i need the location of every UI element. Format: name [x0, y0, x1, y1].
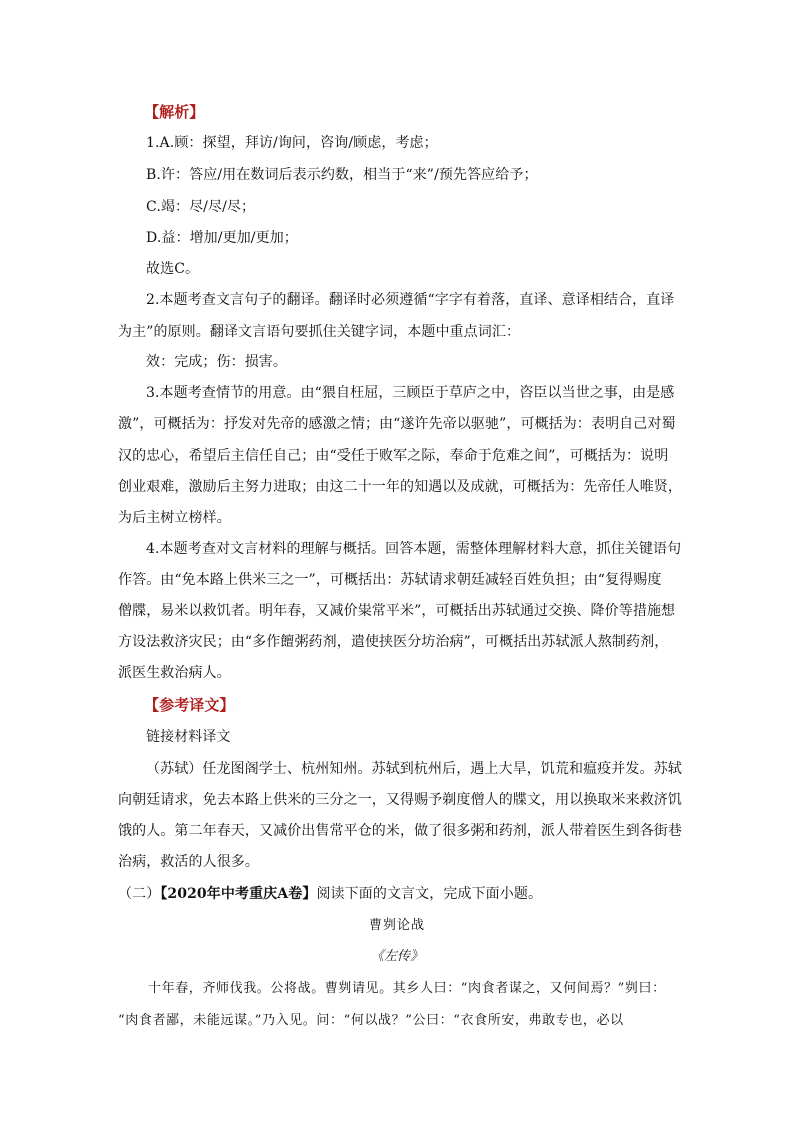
analysis-line: 创业艰难，激励后主努力进取；由这二十一年的知遇以及成就，可概括为：先帝任人唯贤， [118, 479, 682, 495]
analysis-line: 2.本题考查文言句子的翻译。翻译时必须遵循“字字有着落，直译、意译相结合，直译 [146, 292, 675, 308]
analysis-heading: 【解析】 [144, 103, 205, 121]
exam-source: 【2020年中考重庆A卷】 [160, 886, 317, 902]
analysis-line: 汉的忠心，希望后主信任自己；由“受任于败军之际，奉命于危难之间”，可概括为：说明 [118, 448, 669, 464]
analysis-line: D.益：增加/更加/更加； [146, 230, 298, 246]
analysis-line: 效：完成；伤：损害。 [146, 354, 287, 370]
section-heading [118, 884, 542, 904]
analysis-line: 故选C。 [146, 261, 200, 277]
analysis-line: B.许：答应/用在数词后表示约数，相当于“来”/预先答应给予； [146, 167, 538, 183]
passage-line: “肉食者鄙，未能远谋。”乃入见。问：“何以战？”公曰：“衣食所安，弗敢专也，必以 [118, 1013, 624, 1028]
translation-subheading: 链接材料译文 [146, 729, 231, 745]
translation-line: 饿的人。第二年春天，又减价出售常平仓的米，做了很多粥和药剂，派人带着医生到各街巷 [118, 823, 682, 839]
passage-line: 十年春，齐师伐我。公将战。曹刿请见。其乡人曰：“肉食者谋之，又何间焉？”刿曰： [148, 981, 666, 996]
analysis-line: 激”，可概括为：抒发对先帝的感激之情；由“遂许先帝以驱驰”，可概括为：表明自己对蜀 [118, 416, 676, 432]
translation-line: 治病，救活的人很多。 [118, 854, 259, 870]
translation-line: （苏轼）任龙图阁学士、杭州知州。苏轼到杭州后，遇上大旱，饥荒和瘟疫并发。苏轼 [146, 761, 682, 777]
analysis-line: C.竭：尽/尽/尽； [146, 199, 256, 215]
analysis-line: 1.A.顾：探望，拜访/询问，咨询/顾虑，考虑； [146, 135, 438, 151]
analysis-line: 作答。由“免本路上供米三之一”，可概括出：苏轼请求朝廷减轻百姓负担；由“复得赐度 [118, 572, 662, 588]
analysis-line: 僧牒，易米以救饥者。明年春，又减价粜常平米”，可概括出苏轼通过交换、降价等措施想 [118, 603, 676, 619]
analysis-line: 方设法救济灾民；由“多作饘粥药剂，遣使挟医分坊治病”，可概括出苏轼派人熬制药剂， [118, 634, 669, 650]
analysis-line: 为主”的原则。翻译文言语句要抓住关键字词，本题中重点词汇： [118, 324, 521, 340]
analysis-line: 为后主树立榜样。 [118, 510, 231, 526]
translation-heading: 【参考译文】 [144, 696, 235, 714]
passage-author: 《左传》 [370, 949, 424, 964]
section-instruction: 阅读下面的文言文，完成下面小题。 [316, 886, 543, 902]
passage-title: 曹刿论战 [368, 918, 425, 933]
analysis-line: 4.本题考查对文言材料的理解与概括。回答本题，需整体理解材料大意，抓住关键语句 [146, 541, 682, 557]
analysis-line: 派医生救治病人。 [118, 665, 231, 681]
analysis-line: 3.本题考查情节的用意。由“猥自枉屈，三顾臣于草庐之中，咨臣以当世之事，由是感 [146, 385, 675, 401]
section-number: （二） [118, 886, 161, 902]
translation-line: 向朝廷请求，免去本路上供米的三分之一，又得赐予剃度僧人的牒文，用以换取米来救济饥 [118, 792, 682, 808]
